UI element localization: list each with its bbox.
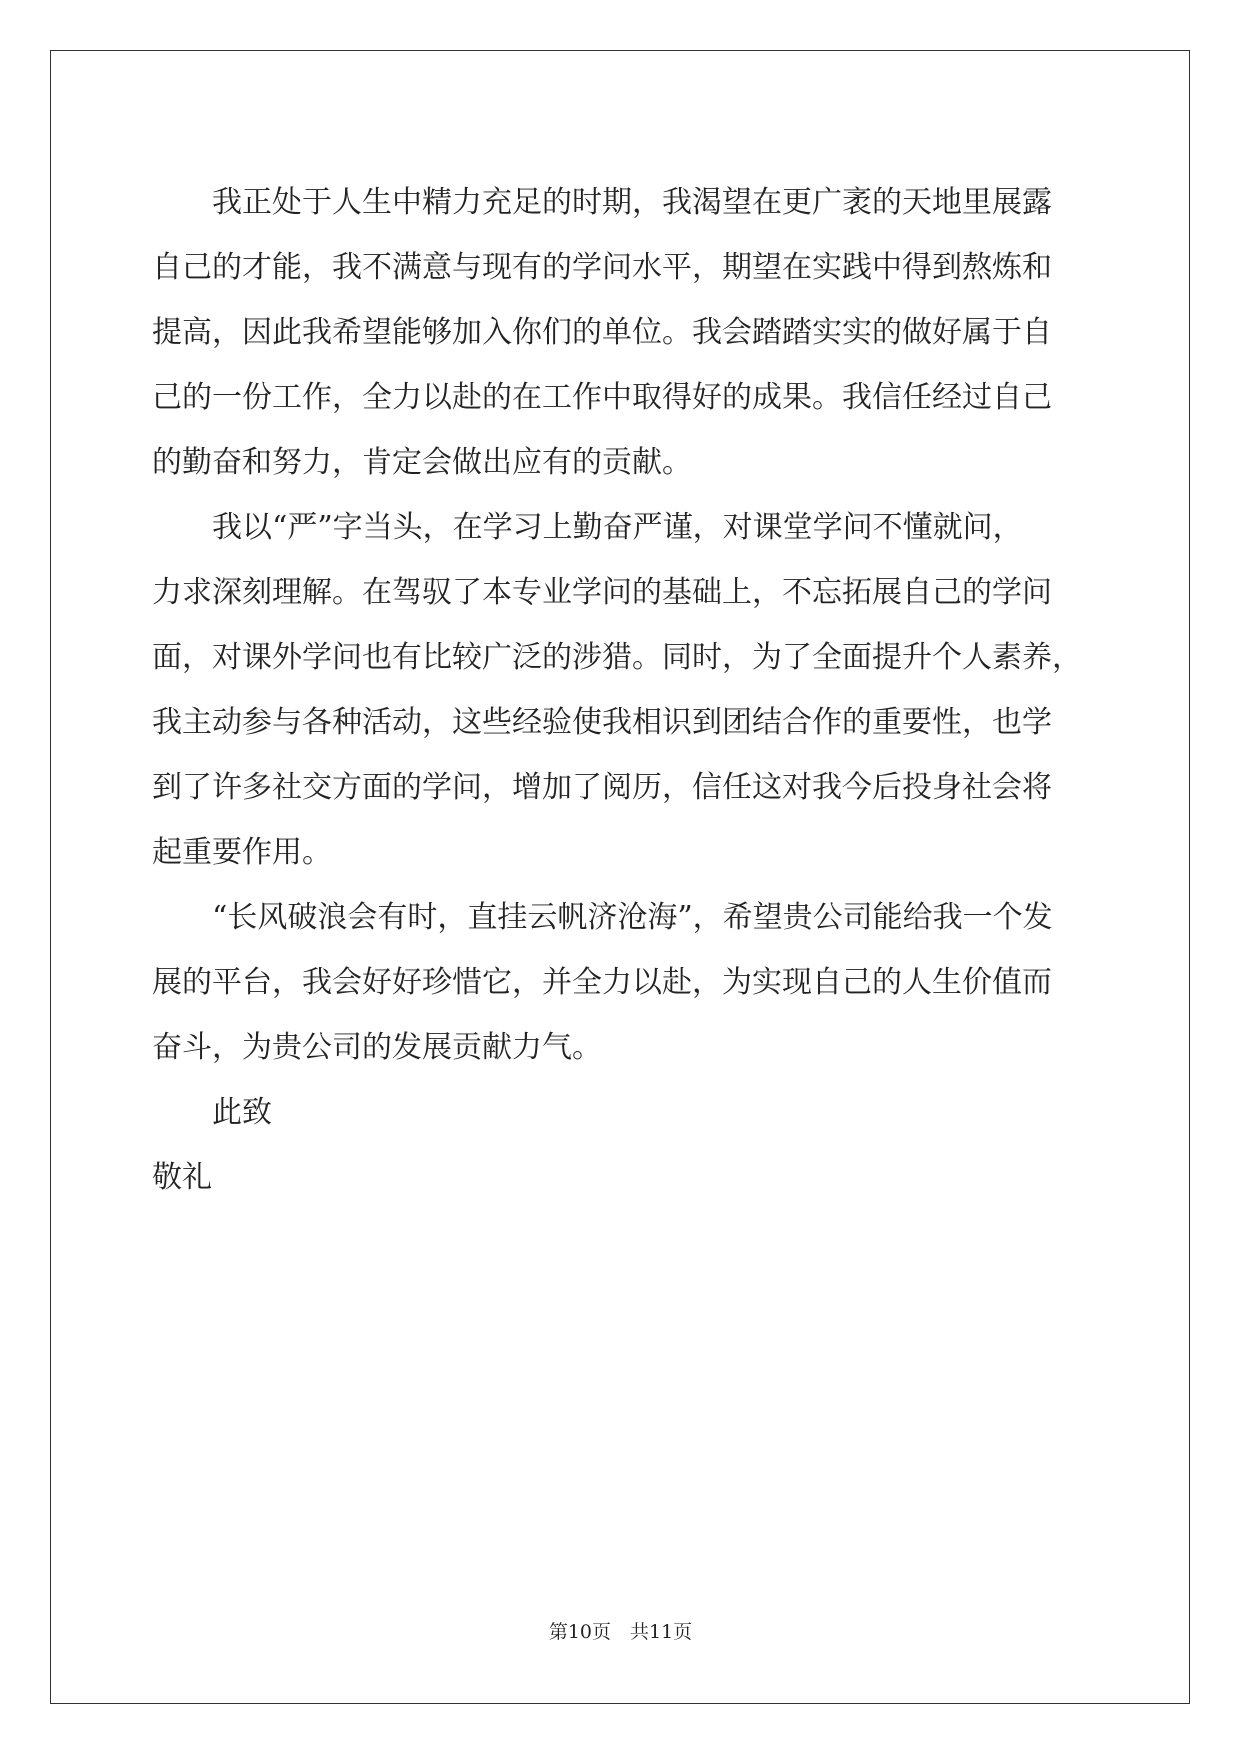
paragraph-3: “长风破浪会有时，直挂云帆济沧海”，希望贵公司能给我一个发 展的平台，我会好好珍惜它，并全力以赴，为实现自己的人生价值而 奋斗，为贵公司的发展贡献力气。 [152, 900, 1053, 1065]
page-footer: 第10页 共11页 [548, 1621, 693, 1643]
paragraph-1: 我正处于人生中精力充足的时期，我渴望在更广袤的天地里展露 自己的才能，我不满意与现有的学问水平，期望在实践中得到熬炼和 提高，因此我希望能够加入你们的单位。我会踏踏实实的做好属于自 己的一份工作，全力以赴的在工作中取得好的成果。我信任经过自己 的勤奋和努力，肯定会做出应有的贡献。 [152, 185, 1052, 480]
letter-body [152, 170, 1092, 1210]
salutation: 此致 [212, 1095, 272, 1130]
closing: 敬礼 [152, 1160, 212, 1195]
paragraph-2: 我以“严”字当头，在学习上勤奋严谨，对课堂学问不懂就问， 力求深刻理解。在驾驭了本专业学问的基础上，不忘拓展自己的学问 面，对课外学问也有比较广泛的涉猎。同时，为了全面提升个人素养， 我主动参与各种活动，这些经验使我相识到团结合作的重要性，也学 到了许多社交方面的学问，增加了阅历，信任这对我今后投身社会将 起重要作用。 [152, 510, 1082, 870]
